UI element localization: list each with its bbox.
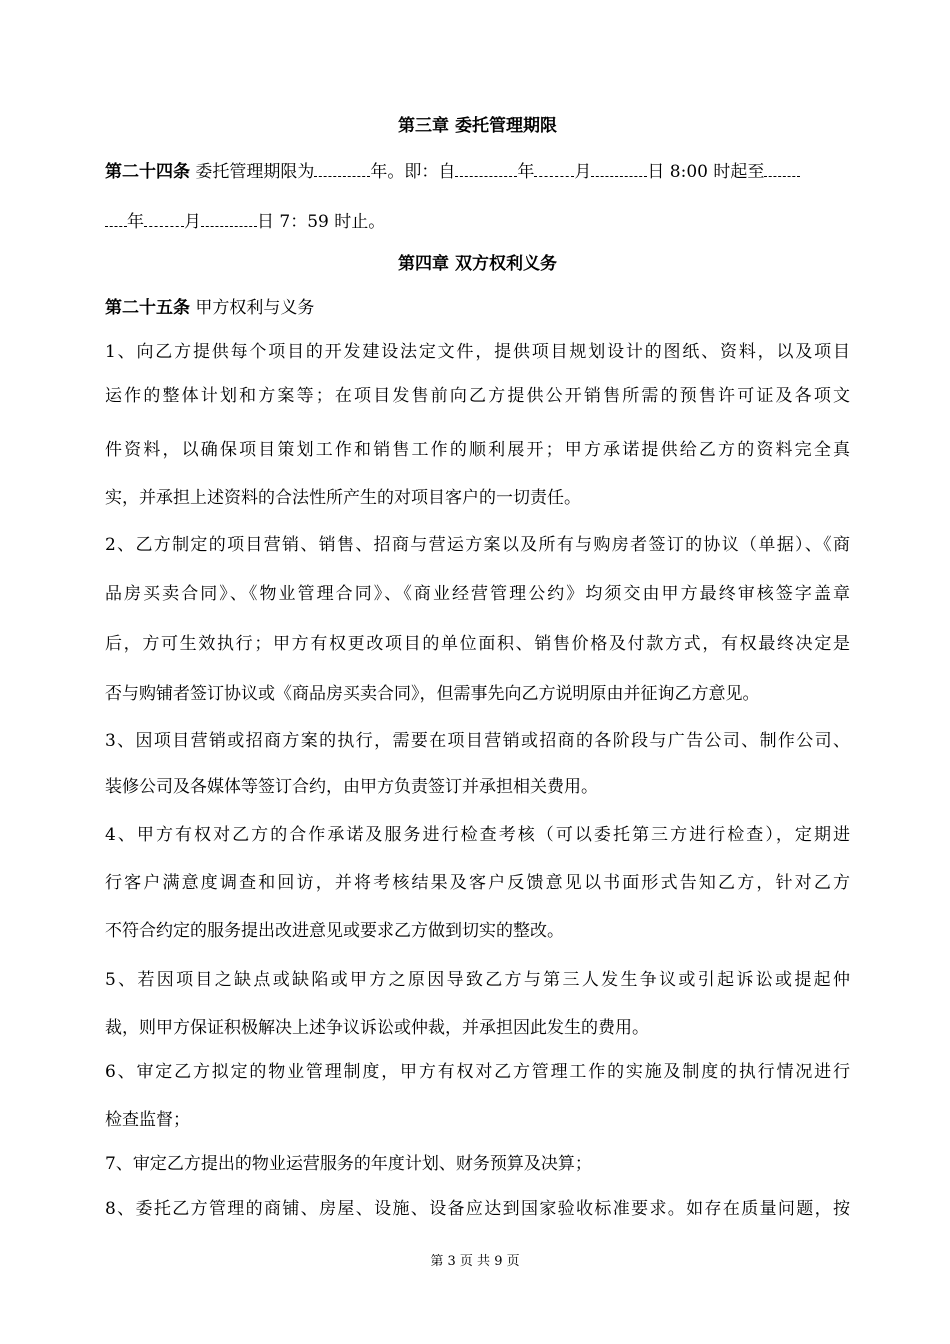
article-24-text-6: 年	[127, 212, 144, 232]
body-line-13: 不符合约定的服务提出改进意见或要求乙方做到切实的整改。	[105, 921, 564, 941]
body-line-3: 件资料，以确保项目策划工作和销售工作的顺利展开；甲方承诺提供给乙方的资料完全真	[105, 440, 850, 460]
body-line-9: 3、因项目营销或招商方案的执行，需要在项目营销或招商的各阶段与广告公司、制作公司、	[105, 731, 850, 751]
article-25-title: 甲方权利与义务	[195, 298, 315, 318]
body-line-10: 装修公司及各媒体等签订合约，由甲方负责签订并承担相关费用。	[105, 777, 598, 797]
body-line-14: 5、若因项目之缺点或缺陷或甲方之原因导致乙方与第三人发生争议或引起诉讼或提起仲	[105, 970, 850, 990]
blank-end-year-part2	[105, 208, 127, 227]
article-24-text-2: 年。即：自	[370, 162, 456, 182]
article-25-line	[105, 296, 850, 320]
body-line-8: 否与购铺者签订协议或《商品房买卖合同》，但需事先向乙方说明原由并征询乙方意见。	[105, 684, 760, 704]
blank-end-month	[144, 208, 184, 227]
body-line-12: 行客户满意度调查和回访，并将考核结果及客户反馈意见以书面形式告知乙方，针对乙方	[105, 873, 850, 893]
body-line-15: 裁，则甲方保证积极解决上述争议诉讼或仲裁，并承担因此发生的费用。	[105, 1018, 649, 1038]
blank-end-year-part1	[764, 158, 800, 177]
article-24-line-1	[105, 158, 850, 184]
body-line-16: 6、审定乙方拟定的物业管理制度，甲方有权对乙方管理工作的实施及制度的执行情况进行	[105, 1062, 850, 1082]
document-page	[105, 0, 850, 1344]
article-24-line-2	[105, 208, 850, 234]
body-line-5: 2、乙方制定的项目营销、销售、招商与营运方案以及所有与购房者签订的协议（单据）、《商	[105, 535, 850, 555]
article-24-text-7: 月	[184, 212, 201, 232]
body-line-4: 实，并承担上述资料的合法性所产生的对项目客户的一切责任。	[105, 488, 581, 508]
body-line-7: 后，方可生效执行；甲方有权更改项目的单位面积、销售价格及付款方式，有权最终决定是	[105, 634, 850, 654]
page-number-footer: 第 3 页 共 9 页	[430, 1254, 520, 1269]
blank-start-year	[455, 158, 517, 177]
body-line-11: 4、甲方有权对乙方的合作承诺及服务进行检查考核（可以委托第三方进行检查），定期进	[105, 825, 850, 845]
blank-years	[314, 158, 370, 177]
body-line-6: 品房买卖合同》、《物业管理合同》、《商业经营管理公约》均须交由甲方最终审核签字盖章	[105, 584, 850, 604]
article-24-text-8: 日 7：59 时止。	[257, 212, 386, 232]
body-line-17: 检查监督；	[105, 1110, 190, 1130]
article-24-text-4: 月	[574, 162, 592, 182]
article-24-text-3: 年	[517, 162, 535, 182]
body-line-19: 8、委托乙方管理的商铺、房屋、设施、设备应达到国家验收标准要求。如存在质量问题，按	[105, 1199, 850, 1219]
body-line-2: 运作的整体计划和方案等；在项目发售前向乙方提供公开销售所需的预售许可证及各项文	[105, 386, 850, 406]
body-line-1: 1、向乙方提供每个项目的开发建设法定文件，提供项目规划设计的图纸、资料，以及项目	[105, 342, 850, 362]
article-24-text-5: 日 8:00 时起至	[647, 162, 765, 182]
article-25-label: 第二十五条	[105, 298, 190, 318]
article-24-label: 第二十四条	[105, 162, 190, 182]
article-24-text-1: 委托管理期限为	[195, 162, 315, 182]
chapter-3-heading: 第三章 委托管理期限	[398, 116, 557, 136]
body-line-18: 7、审定乙方提出的物业运营服务的年度计划、财务预算及决算；	[105, 1154, 592, 1174]
blank-start-day	[591, 158, 647, 177]
blank-end-day	[201, 208, 257, 227]
blank-start-month	[534, 158, 574, 177]
chapter-4-heading: 第四章 双方权利义务	[398, 254, 557, 274]
